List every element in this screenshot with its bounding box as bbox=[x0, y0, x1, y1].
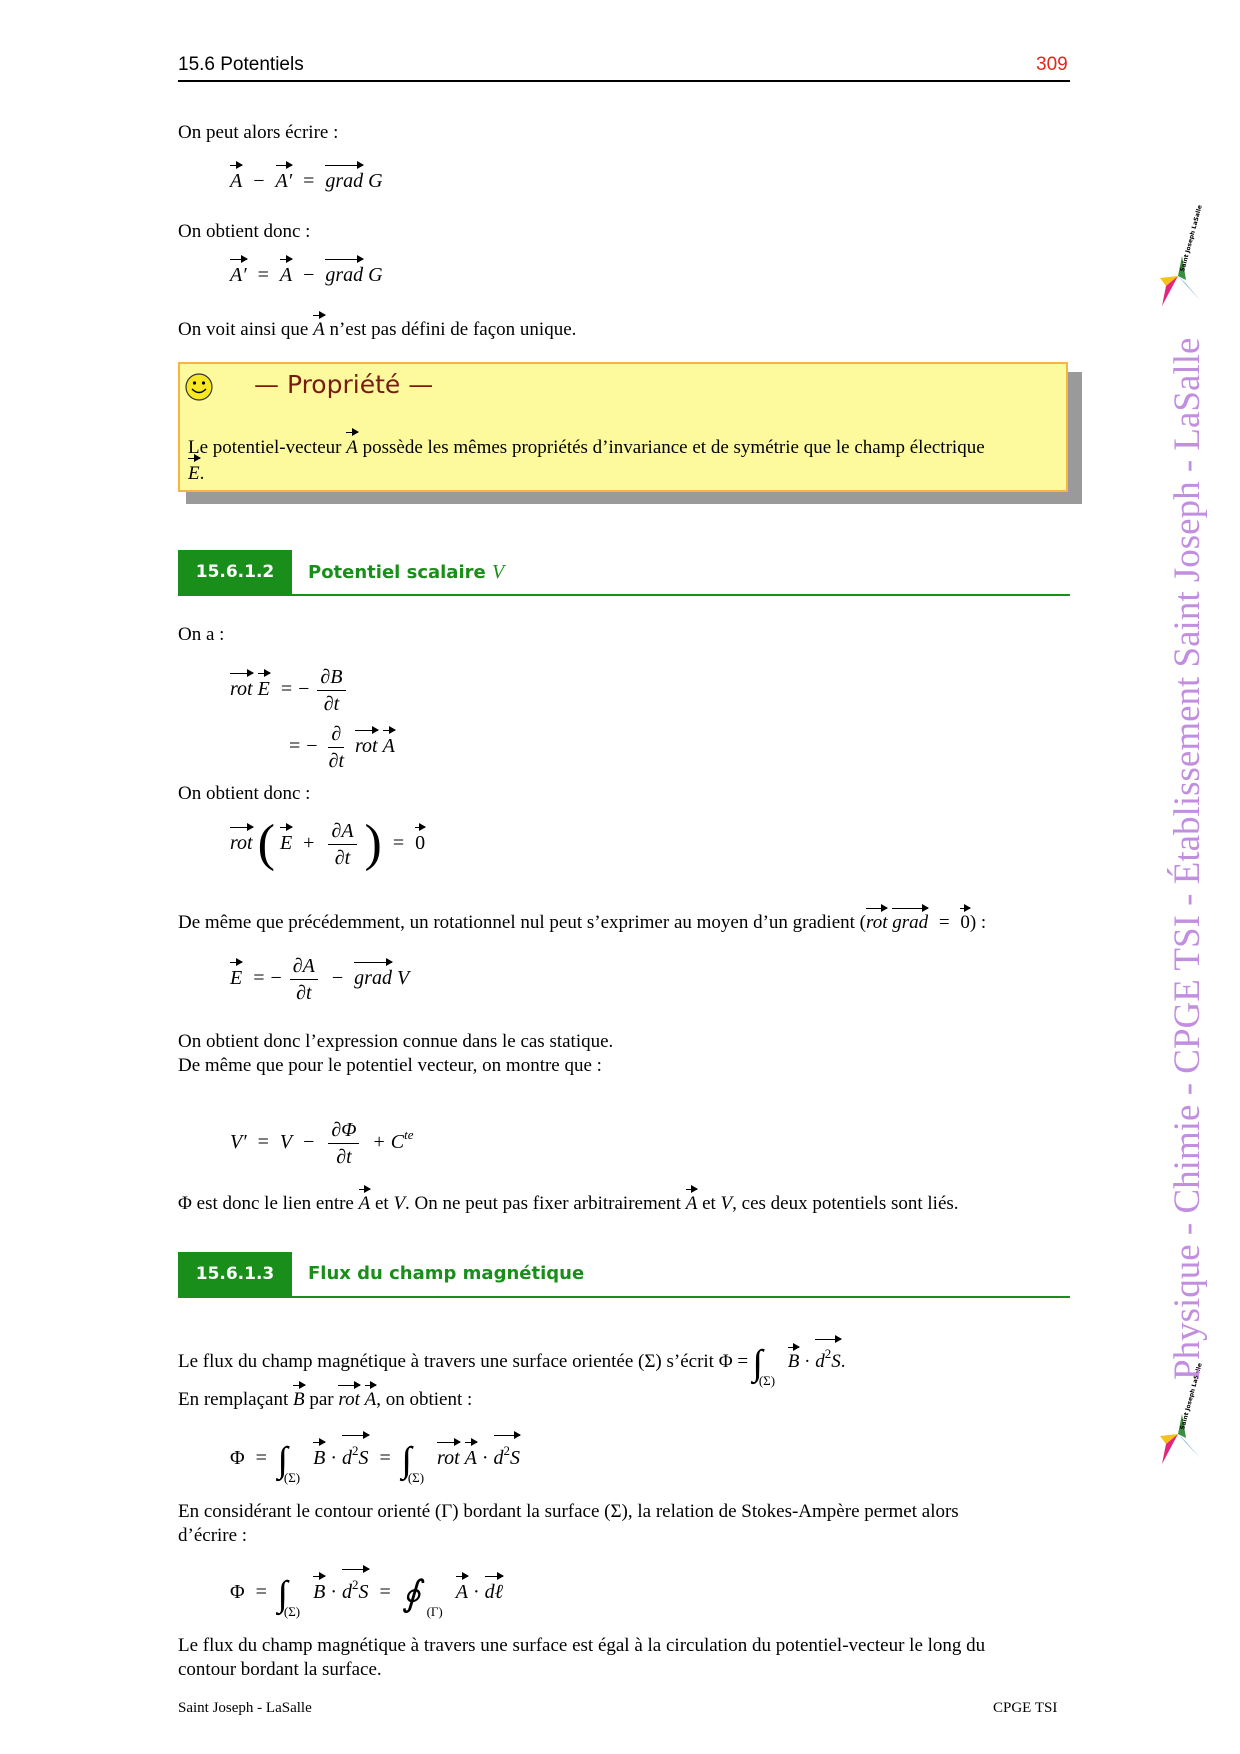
footer-left: Saint Joseph - LaSalle bbox=[178, 1700, 312, 1716]
equation-3a: rot E = − $\frac{\partial B}{\partial t}$ bbox=[230, 665, 349, 716]
section-rule bbox=[178, 1296, 1070, 1298]
paragraph-13-line-1: Le flux du champ magnétique à travers une surface est égal à la circulation du potentiel-vecteur le long du bbox=[178, 1635, 986, 1656]
equation-1: A − A′ = grad G bbox=[230, 170, 383, 192]
paragraph-6: De même que précédemment, un rotationnel nul peut s’exprimer au moyen d’un gradient (rot grad = 0) : bbox=[178, 912, 987, 933]
running-header-title: 15.6 Potentiels bbox=[178, 54, 304, 75]
section-title: Flux du champ magnétique bbox=[308, 1263, 585, 1284]
section-title: Potentiel scalaire V bbox=[308, 561, 505, 583]
paragraph-12-line-1: En considérant le contour orienté (Γ) bordant la surface (Σ), la relation de Stokes-Ampère permet alors bbox=[178, 1501, 959, 1522]
equation-6: V′ = V − $\frac{\partial\Phi}{\partial t}$ + $C^{te}$ bbox=[230, 1119, 414, 1168]
section-rule bbox=[178, 594, 1070, 596]
section-number-box: 15.6.1.2 bbox=[178, 550, 292, 594]
paragraph-2: On obtient donc : bbox=[178, 221, 311, 242]
equation-7: Φ = $_{(\Sigma)}$ $B \cdot d^2S = _{(\Sigma)}$ rot $A \cdot d^2S$ bbox=[230, 1438, 520, 1491]
page-number: 309 bbox=[1036, 54, 1068, 75]
footer-right: CPGE TSI bbox=[993, 1700, 1058, 1716]
equation-2: A′ = A − grad G bbox=[230, 264, 383, 286]
equation-8: Φ = $_{(\Sigma)}$ $B \cdot d^2S$ = ∮ $_{(\Gamma)}$ A · dℓ bbox=[230, 1573, 503, 1619]
paragraph-7: On obtient donc l’expression connue dans le cas statique. bbox=[178, 1031, 614, 1052]
paragraph-4: On a : bbox=[178, 624, 225, 645]
svg-text:Saint Joseph LaSalle: Saint Joseph LaSalle bbox=[1179, 204, 1204, 273]
equation-4: rot ( E + $\frac{\partial A}{\partial t}$ ) = 0 bbox=[230, 815, 426, 872]
star-logo-icon bbox=[1156, 1362, 1204, 1468]
equation-3b: = − $\frac{\partial}{\partial t}$ rot A bbox=[289, 723, 395, 772]
property-text: Le potentiel-vecteur A possède les mêmes propriétés d’invariance et de symétrie que le champ électrique E. bbox=[188, 435, 985, 487]
equation-5: E = − $\frac{\partial A}{\partial t}$ − grad V bbox=[230, 955, 410, 1004]
paragraph-3: On voit ainsi que A n’est pas défini de façon unique. bbox=[178, 319, 577, 340]
paragraph-8: De même que pour le potentiel vecteur, on montre que : bbox=[178, 1055, 602, 1076]
svg-text:Saint Joseph LaSalle: Saint Joseph LaSalle bbox=[1179, 1362, 1204, 1431]
side-vertical-text: Physique - Chimie - CPGE TSI - Établissement Saint Joseph - LaSalle bbox=[1167, 337, 1208, 1380]
paragraph-1: On peut alors écrire : bbox=[178, 122, 339, 143]
paragraph-5: On obtient donc : bbox=[178, 783, 311, 804]
paragraph-10: Le flux du champ magnétique à travers une surface orientée (Σ) s’écrit Φ = $_{(\Sigma)}$ $B \cdot d^2S$. bbox=[178, 1342, 845, 1393]
section-number-box: 15.6.1.3 bbox=[178, 1252, 292, 1296]
paragraph-9: Φ est donc le lien entre A et V. On ne peut pas fixer arbitrairement A et V, ces deux potentiels sont liés. bbox=[178, 1193, 959, 1214]
header-rule bbox=[178, 80, 1070, 82]
paragraph-12-line-2: d’écrire : bbox=[178, 1525, 248, 1546]
property-title: — Propriété — bbox=[254, 370, 434, 399]
paragraph-11: En remplaçant B par rot A, on obtient : bbox=[178, 1389, 473, 1410]
star-logo-icon bbox=[1156, 204, 1204, 310]
paragraph-13-line-2: contour bordant la surface. bbox=[178, 1659, 382, 1680]
smiley-icon bbox=[184, 372, 214, 402]
